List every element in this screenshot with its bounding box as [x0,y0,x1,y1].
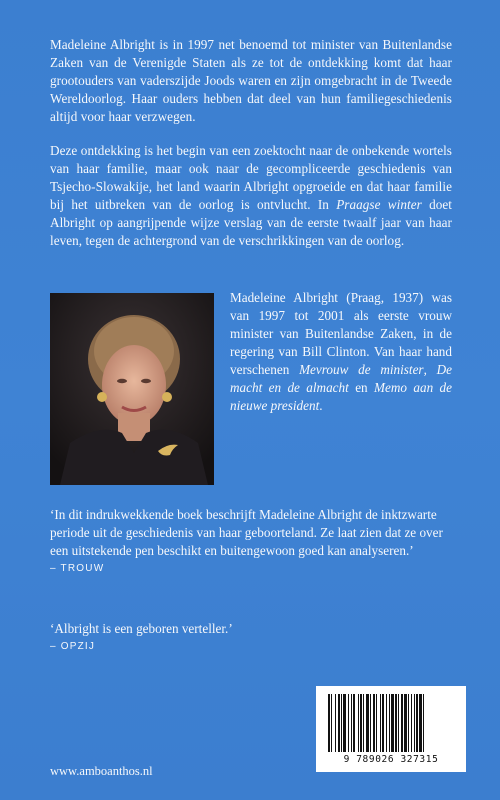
bio-book-2: De macht en de almacht [230,362,452,395]
blurb-paragraph-1: Madeleine Albright is in 1997 net benoemd tot minister van Buitenlandse Zaken van de Verenigde Staten als ze tot de ontdekking komt dat haar grootouders van vaderszijde Joods waren en zijn omgebracht in de Tweede Wereldoorlog. Haar ouders hebben dat deel van hun familiegeschiedenis altijd voor haar verzwegen. [50,37,452,124]
blurb-paragraph-2-text-b: doet Albright op aangrijpende wijze verslag van de eerste twaalf jaar van haar leven, tegen de achtergrond van de verschrikkingen van de oorlog. [50,197,452,248]
publisher-website: www.amboanthos.nl [50,764,153,778]
review-source: – OPZIJ [50,641,96,652]
bio-book-1: Mevrouw de minister [299,362,424,377]
review-quote-opzij [50,620,452,656]
bio-intro: Madeleine Albright (Praag, 1937) was van 1997 tot 2001 als eerste vrouw minister van Buitenlandse Zaken, in de regering van Bill Clinton. Van haar hand verschenen [230,290,452,377]
review-quote-text: ‘In dit indrukwekkende boek beschrijft Madeleine Albright de inktzwarte periode uit de geschiedenis van haar geboorteland. Ze laat zien dat ze over een uitstekende pen beschikt en buitengewoon goed kan analyseren.’ [50,507,443,558]
bio-end: . [319,398,323,413]
review-source: – TROUW [50,563,105,574]
isbn-number: 9 789026 327315 [343,754,439,765]
blurb-paragraph-2 [50,142,452,250]
bio-book-3: Memo aan de nieuwe president [230,380,453,413]
review-quote-trouw [50,506,452,578]
bio-separator-2: en [348,380,375,395]
book-title-praagse-winter: Praagse winter [336,197,422,212]
author-bio [230,289,452,415]
blurb-paragraph-2-text-a: Deze ontdekking is het begin van een zoektocht naar de onbekende wortels van haar familie, maar ook naar de gecompliceerde geschiedenis van Tsjecho-Slowakije, het land waarin Albright opgroeide en dat haar familie bij het uitbreken van de oorlog is ontvlucht. In [50,143,452,212]
barcode-bars [326,694,456,752]
barcode [316,686,466,772]
review-quote-text: ‘Albright is een geboren verteller.’ [50,621,233,636]
bio-separator-1: , [423,362,437,377]
author-photo [50,293,214,485]
